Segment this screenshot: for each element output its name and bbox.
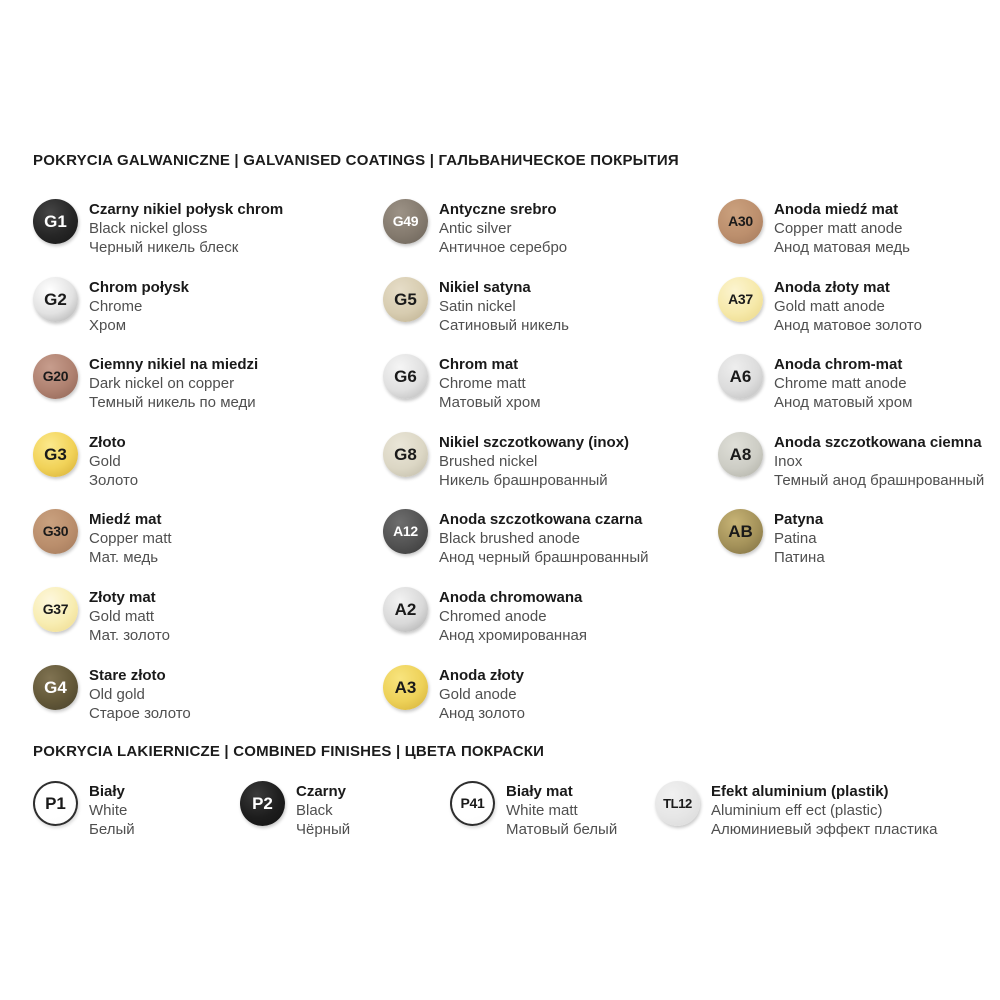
finish-name-ru: Анод матовый хром — [774, 394, 913, 412]
finish-name-en: Chrome matt anode — [774, 375, 907, 393]
finish-item-g6 — [383, 354, 718, 432]
finish-name-ru: Алюминиевый эффект пластика — [711, 821, 938, 838]
finish-name-en: Patina — [774, 530, 817, 548]
finish-name-en: Dark nickel on copper — [89, 375, 235, 393]
swatch-g2: G2 — [33, 277, 78, 322]
finish-name-ru: Сатиновый никель — [439, 316, 569, 334]
finish-name-en: Antic silver — [439, 220, 512, 237]
finish-name-pl: Ciemny nikiel na miedzi — [89, 356, 259, 374]
finish-name-pl: Patyna — [774, 511, 824, 529]
finish-name-pl: Złoto — [89, 433, 126, 451]
finish-item-g2 — [33, 277, 383, 355]
section-title-galvanised-coatings: POKRYCIA GALWANICZNE | GALVANISED COATINGS | ГАЛЬВАНИЧЕСКОЕ ПОКРЫТИЯ — [33, 152, 679, 169]
finish-name-ru: Матовый белый — [506, 821, 618, 838]
finish-name-en: Black — [296, 802, 333, 819]
swatch-a2: A2 — [383, 587, 428, 632]
swatch-g5: G5 — [383, 277, 428, 322]
swatch-tl12: TL12 — [655, 781, 700, 826]
swatch-a8: A8 — [718, 432, 763, 477]
swatch-p2: P2 — [240, 781, 285, 826]
swatch-a37: A37 — [718, 277, 763, 322]
finish-name-pl: Antyczne srebro — [439, 201, 557, 218]
finish-name-en: Chromed anode — [439, 607, 547, 625]
finish-name-pl: Chrom mat — [439, 356, 519, 374]
finish-name-ru: Анод матовая медь — [774, 239, 910, 256]
finish-name-ru: Патина — [774, 549, 825, 567]
finish-name-en: Chrome matt — [439, 375, 526, 393]
finish-name-en: Old gold — [89, 685, 145, 703]
finish-name-pl: Biały mat — [506, 783, 573, 800]
finish-name-pl: Anoda szczotkowana ciemna — [774, 433, 982, 451]
finish-item-a3 — [383, 665, 718, 743]
swatch-g49: G49 — [383, 199, 428, 244]
finish-name-ru: Анод золото — [439, 704, 525, 722]
finish-item-p2 — [240, 781, 450, 839]
swatch-a6: A6 — [718, 354, 763, 399]
finish-name-pl: Złoty mat — [89, 588, 156, 606]
finish-item-a6 — [718, 354, 998, 432]
swatch-a12: A12 — [383, 509, 428, 554]
finish-name-en: Copper matt anode — [774, 220, 903, 237]
finish-name-pl: Anoda szczotkowana czarna — [439, 511, 643, 529]
finish-name-ru: Белый — [89, 821, 135, 838]
swatch-g30: G30 — [33, 509, 78, 554]
finish-item-g8 — [383, 432, 718, 510]
finish-name-pl: Czarny — [296, 783, 347, 800]
finish-name-ru: Анод хромированная — [439, 626, 587, 644]
finish-name-pl: Stare złoto — [89, 666, 166, 684]
finish-name-ru: Хром — [89, 316, 127, 334]
finish-name-pl: Nikiel satyna — [439, 278, 531, 296]
finish-name-pl: Miedź mat — [89, 511, 162, 529]
finish-name-pl: Anoda miedź mat — [774, 201, 899, 218]
finish-name-ru: Чёрный — [296, 821, 351, 838]
finish-item-g3 — [33, 432, 383, 510]
finish-name-en: Copper matt — [89, 530, 172, 548]
finish-name-pl: Nikiel szczotkowany (inox) — [439, 433, 630, 451]
swatch-a3: A3 — [383, 665, 428, 710]
swatch-g3: G3 — [33, 432, 78, 477]
finish-name-en: Gold matt anode — [774, 297, 885, 315]
finish-name-en: Gold — [89, 452, 121, 470]
finish-name-en: Aluminium eff ect (plastic) — [711, 802, 883, 819]
finish-name-ru: Мат. золото — [89, 626, 170, 644]
finish-item-p1 — [33, 781, 240, 839]
finish-name-ru: Матовый хром — [439, 394, 541, 412]
galvanised-coatings-grid — [33, 199, 998, 742]
finish-name-en: White — [89, 802, 128, 819]
finish-name-ru: Анод матовое золото — [774, 316, 922, 334]
finish-name-en: Satin nickel — [439, 297, 516, 315]
finish-name-en: Brushed nickel — [439, 452, 538, 470]
finish-name-ru: Темный анод брашнрованный — [774, 471, 985, 489]
finish-name-pl: Czarny nikiel połysk chrom — [89, 201, 284, 218]
finish-name-en: White matt — [506, 802, 578, 819]
finish-name-en: Black nickel gloss — [89, 220, 208, 237]
swatch-g20: G20 — [33, 354, 78, 399]
finish-item-a8 — [718, 432, 998, 510]
finish-name-ru: Античное серебро — [439, 239, 568, 256]
finish-name-ru: Старое золото — [89, 704, 191, 722]
finish-name-ru: Никель брашнрованный — [439, 471, 608, 489]
swatch-g8: G8 — [383, 432, 428, 477]
swatch-p1: P1 — [33, 781, 78, 826]
finish-name-ru: Мат. медь — [89, 549, 159, 567]
swatch-p41: P41 — [450, 781, 495, 826]
finish-name-ru: Черный никель блеск — [89, 239, 239, 256]
finish-name-pl: Anoda złoty — [439, 666, 524, 684]
finish-item-p41 — [450, 781, 655, 839]
finish-item-g4 — [33, 665, 383, 743]
finish-name-ru: Золото — [89, 471, 139, 489]
finish-name-ru: Темный никель по меди — [89, 394, 256, 412]
finish-name-en: Chrome — [89, 297, 143, 315]
swatch-g6: G6 — [383, 354, 428, 399]
combined-finishes-grid — [33, 781, 937, 839]
finish-name-ru: Анод черный брашнрованный — [439, 549, 649, 567]
swatch-g1: G1 — [33, 199, 78, 244]
finish-item-ab — [718, 509, 998, 587]
swatch-g37: G37 — [33, 587, 78, 632]
finish-name-pl: Anoda chrom-mat — [774, 356, 903, 374]
finish-item-a30 — [718, 199, 998, 277]
section-title-combined-finishes: POKRYCIA LAKIERNICZE | COMBINED FINISHES | ЦВЕТА ПОКРАСКИ — [33, 743, 545, 760]
finish-item-tl12 — [655, 781, 937, 839]
finish-name-en: Gold anode — [439, 685, 517, 703]
finish-item-g49 — [383, 199, 718, 277]
finish-item-a12 — [383, 509, 718, 587]
finish-item-a37 — [718, 277, 998, 355]
finish-item-g1 — [33, 199, 383, 277]
finish-item-g20 — [33, 354, 383, 432]
finish-item-g37 — [33, 587, 383, 665]
finish-name-pl: Efekt aluminium (plastik) — [711, 783, 889, 800]
finish-name-en: Black brushed anode — [439, 530, 580, 548]
finish-name-en: Gold matt — [89, 607, 155, 625]
finish-name-pl: Anoda złoty mat — [774, 278, 890, 296]
finish-item-a2 — [383, 587, 718, 665]
finish-item-g30 — [33, 509, 383, 587]
swatch-g4: G4 — [33, 665, 78, 710]
finish-name-pl: Chrom połysk — [89, 278, 190, 296]
swatch-ab: AB — [718, 509, 763, 554]
finish-name-pl: Anoda chromowana — [439, 588, 583, 606]
finish-name-en: Inox — [774, 452, 803, 470]
swatch-a30: A30 — [718, 199, 763, 244]
finish-item-g5 — [383, 277, 718, 355]
finish-name-pl: Biały — [89, 783, 125, 800]
